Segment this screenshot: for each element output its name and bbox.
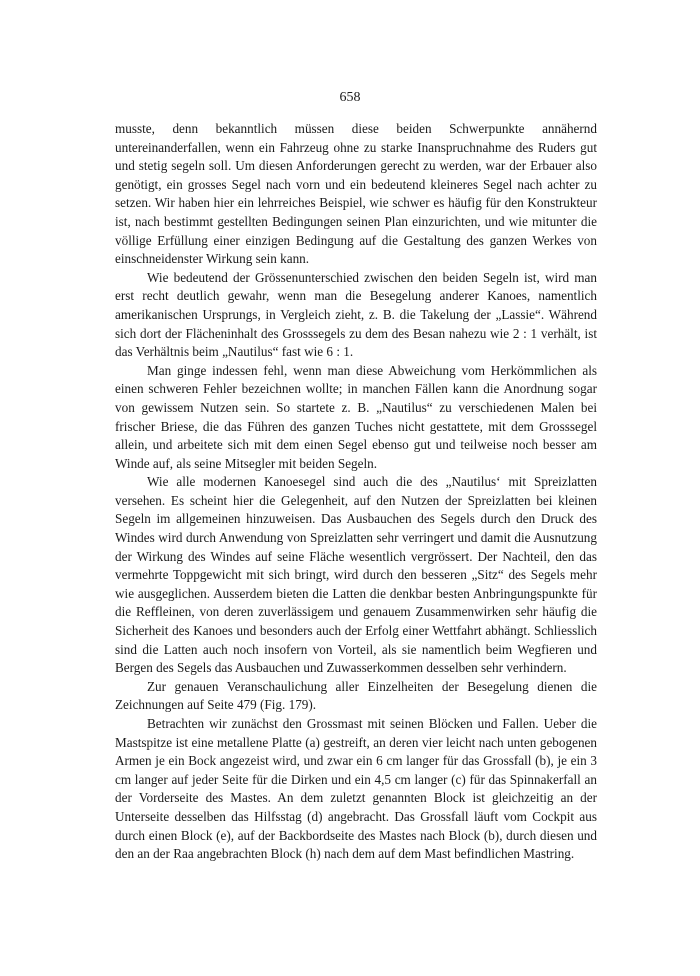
paragraph-6: Betrachten wir zunächst den Grossmast mit seinen Blöcken und Fallen. Ueber die Mastspitze ist eine metallene Platte (a) gestreift, an deren vier leicht nach unten gebogenen Armen je ein Bock angezeist wird, und zwar ein 6 cm langer für das Grossfall (b), je ein 3 cm langer auf jeder Seite für die Dirken und ein 4,5 cm langer (c) für das Spinnakerfall an der Vorderseite des Mastes. An dem zuletzt genannten Block ist gleichzeitig an der Unterseite desselben das Hilfsstag (d) angebracht. Das Grossfall läuft vom Cockpit aus durch einen Block (e), auf der Backbordseite des Mastes nach Block (b), durch diesen und den an der Raa angebrachten Block (h) nach dem auf dem Mast befindlichen Mastring. xyxy=(115,716,597,862)
paragraph-5: Zur genauen Veranschaulichung aller Einzelheiten der Besegelung dienen die Zeichnungen auf Seite 479 (Fig. 179). xyxy=(115,678,597,713)
paragraph-3: Man ginge indessen fehl, wenn man diese Abweichung vom Herkömmlichen als einen schweren Fehler bezeichnen wollte; in manchen Fällen kann die Anordnung sogar von gewissem Nutzen sein. So startete z. B. „Nautilus“ zu verschiedenen Malen bei frischer Briese, die das Führen des ganzen Tuches nicht gestattete, mit dem Grosssegel allein, und arbeitete sich mit dem einen Segel ebenso gut und teilweise noch besser am Winde auf, als seine Mitsegler mit beiden Segeln. xyxy=(115,362,597,471)
paragraph-2: Wie bedeutend der Grössenunterschied zwischen den beiden Segeln ist, wird man erst recht deutlich gewahr, wenn man die Besegelung anderer Kanoes, namentlich amerikanischen Ursprungs, in Vergleich zieht, z. B. die Takelung der „Lassie“. Während sich dort der Flächeninhalt des Grosssegels zu dem des Besan nahezu wie 2 : 1 verhält, ist das Verhältnis beim „Nautilus“ fast wie 6 : 1. xyxy=(115,269,597,360)
page-number: 658 xyxy=(339,90,361,105)
paragraph-4: Wie alle modernen Kanoesegel sind auch die des „Nautilus‘ mit Spreizlatten versehen. Es scheint hier die Gelegenheit, auf den Nutzen der Spreizlatten bei kleinen Segeln im allgemeinen hinzuweisen. Das Ausbauchen des Segels durch den Druck des Windes wird durch Anwendung von Spreizlatten sehr verringert und damit die Ausnutzung der Wirkung des Windes auf seine Fläche wesentlich vergrössert. Der Nachteil, den das vermehrte Toppgewicht mit sich bringt, wird durch den besseren „Sitz“ des Segels mehr wie ausgeglichen. Ausserdem bieten die Latten die denkbar besten Anbringungspunkte für die Reffleinen, von deren zuverlässigem und genauem Zusammenwirken sehr häufig die Sicherheit des Kanoes und besonders auch der Erfolg einer Wettfahrt abhängt. Schliesslich sind die Latten auch noch insofern von Vorteil, als sie namentlich beim Wegfieren und Bergen des Segels das Ausbauchen und Zuwasserkommen desselben sehr verhindern. xyxy=(115,474,597,676)
body-text xyxy=(115,120,597,864)
paragraph-1: musste, denn bekanntlich müssen diese beiden Schwerpunkte annähernd untereinanderfallen, wenn ein Fahrzeug ohne zu starke Inanspruchnahme des Ruders gut und stetig segeln soll. Um diesen Anforderungen gerecht zu werden, war der Erbauer also genötigt, ein grosses Segel nach vorn und ein bedeutend kleineres Segel nach achter zu setzen. Wir haben hier ein lehrreiches Beispiel, wie schwer es häufig für den Konstrukteur ist, nach bestimmt gestellten Bedingungen seinen Plan einzurichten, und wie mitunter die völlige Erfüllung einer einzigen Bedingung auf die Gestaltung des ganzen Werkes von einschneidenster Wirkung sein kann. xyxy=(115,121,597,267)
